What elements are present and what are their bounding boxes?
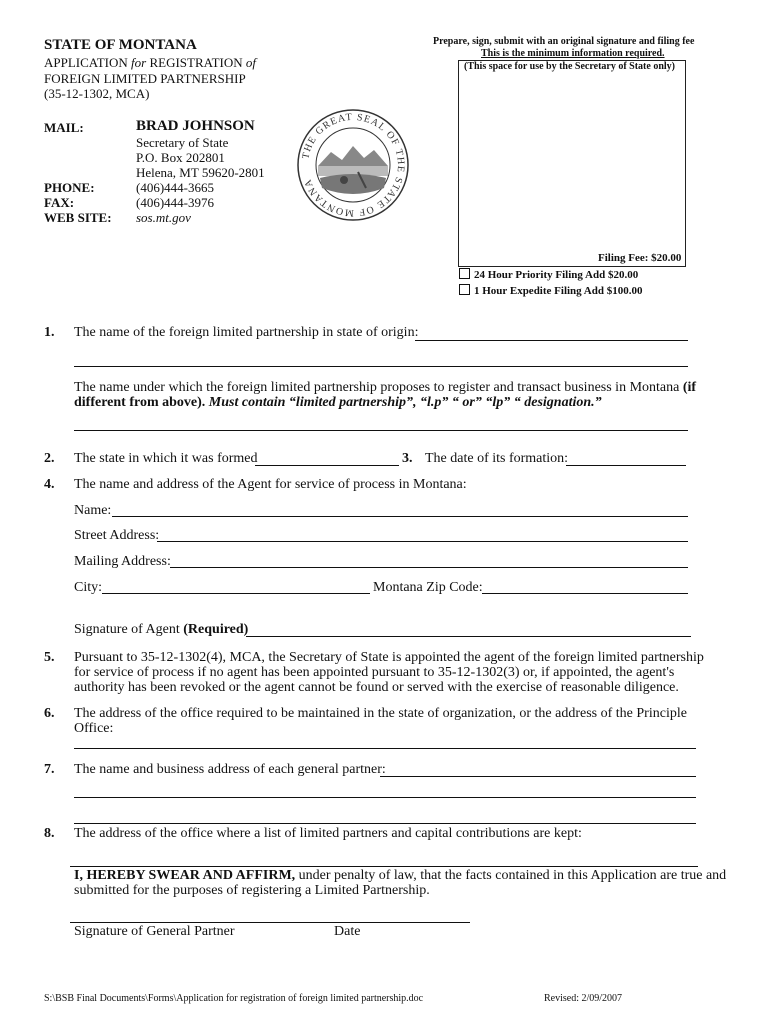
- item-3-question: The date of its formation:: [425, 451, 569, 466]
- secretary-name: BRAD JOHNSON: [136, 118, 255, 134]
- signature-date-label: Date: [334, 924, 361, 939]
- item-1-question: The name of the foreign limited partnership in state of origin:: [74, 325, 419, 340]
- limited-partners-office-field[interactable]: [70, 850, 698, 866]
- item-4-number: 4.: [44, 477, 55, 492]
- website-label: WEB SITE:: [44, 210, 112, 225]
- footer-file-path: S:\BSB Final Documents\Forms\Application for registration of foreign limited partnership.doc: [44, 993, 424, 1004]
- phone-label: PHONE:: [44, 180, 95, 195]
- agent-street-label: Street Address:: [74, 528, 160, 543]
- general-partner-signature-label: Signature of General Partner: [74, 924, 235, 939]
- filing-fee: Filing Fee: $20.00: [598, 252, 682, 264]
- general-partner-signature-field[interactable]: [70, 905, 470, 921]
- mail-po-box: P.O. Box 202801: [136, 150, 225, 165]
- oath-line-1: I, HEREBY SWEAR AND AFFIRM, under penalty of law, that the facts contained in this Application are true and: [74, 868, 727, 883]
- fax-label: FAX:: [44, 195, 75, 210]
- mail-city: Helena, MT 59620-2801: [136, 165, 265, 180]
- montana-state-seal: [296, 108, 410, 222]
- principal-office-field[interactable]: [74, 732, 696, 748]
- item-1b-line-2: different from above). Must contain “limited partnership”, “l.p” “ or” “lp” “ designation.”: [74, 395, 602, 410]
- instruction-line-1: Prepare, sign, submit with an original signature and filing fee: [433, 36, 695, 47]
- item-3-number: 3.: [402, 451, 413, 466]
- item-7-question: The name and business address of each general partner:: [74, 762, 386, 777]
- oath-line-2: submitted for the purposes of registering a Limited Partnership.: [74, 883, 430, 898]
- item-6-line-2: Office:: [74, 721, 114, 736]
- item-5-number: 5.: [44, 650, 55, 665]
- item-7-number: 7.: [44, 762, 55, 777]
- state-formed-field[interactable]: [255, 449, 399, 465]
- origin-name-field[interactable]: [415, 324, 688, 340]
- general-partner-field[interactable]: [380, 760, 696, 776]
- item-5-line-1: Pursuant to 35-12-1302(4), MCA, the Secretary of State is appointed the agent of the foreign limited partnership: [74, 650, 704, 665]
- general-partner-field-2[interactable]: [74, 781, 696, 797]
- origin-name-field-2[interactable]: [74, 350, 688, 366]
- item-5-line-3: authority has been revoked or the agent cannot be found or served with the exercise of reasonable diligence.: [74, 680, 679, 695]
- mail-label: MAIL:: [44, 120, 84, 135]
- agent-zip-field[interactable]: [482, 577, 688, 593]
- form-title-line-2: FOREIGN LIMITED PARTNERSHIP: [44, 71, 246, 86]
- item-1b-line-1: The name under which the foreign limited partnership proposes to register and transact business in Montana (if: [74, 380, 697, 395]
- item-5-line-2: for service of process if no agent has been appointed pursuant to 35-12-1302(3) or, if appointed, the agent's: [74, 665, 675, 680]
- agent-name-field[interactable]: [112, 500, 688, 516]
- general-partner-field-3[interactable]: [74, 807, 696, 823]
- item-6-line-1: The address of the office required to be maintained in the state of organization, or the address of the Principle: [74, 706, 687, 721]
- expedite-filing-checkbox[interactable]: [459, 284, 470, 295]
- instruction-line-2: This is the minimum information required.: [481, 48, 665, 59]
- item-4-question: The name and address of the Agent for service of process in Montana:: [74, 477, 467, 492]
- fax-number: (406)444-3976: [136, 195, 214, 210]
- item-2-question: The state in which it was formed: [74, 451, 258, 466]
- form-statute: (35-12-1302, MCA): [44, 86, 150, 101]
- form-state-title: STATE OF MONTANA: [44, 37, 197, 53]
- footer-revised-date: Revised: 2/09/2007: [544, 993, 623, 1004]
- agent-signature-label: Signature of Agent (Required): [74, 622, 249, 637]
- agent-city-field[interactable]: [102, 577, 370, 593]
- agent-name-label: Name:: [74, 503, 112, 518]
- agent-street-field[interactable]: [157, 525, 688, 541]
- website-link[interactable]: sos.mt.gov: [136, 210, 191, 225]
- priority-filing-checkbox[interactable]: [459, 268, 470, 279]
- montana-name-field[interactable]: [74, 414, 688, 430]
- secretary-title: Secretary of State: [136, 135, 229, 150]
- agent-signature-field[interactable]: [246, 620, 691, 636]
- priority-filing-option[interactable]: 24 Hour Priority Filing Add $20.00: [459, 268, 638, 281]
- phone-number: (406)444-3665: [136, 180, 214, 195]
- formation-date-field[interactable]: [566, 449, 686, 465]
- agent-mailing-label: Mailing Address:: [74, 554, 171, 569]
- agent-mailing-field[interactable]: [170, 551, 688, 567]
- svg-text:THE GREAT SEAL OF THE STATE OF: THE GREAT SEAL OF THE STATE OF MONTANA: [300, 111, 407, 219]
- sos-use-only-label: (This space for use by the Secretary of State only): [464, 61, 675, 72]
- sos-use-only-box: [458, 60, 686, 267]
- item-6-number: 6.: [44, 706, 55, 721]
- form-title-line-1: APPLICATION for REGISTRATION of: [44, 55, 257, 70]
- item-2-number: 2.: [44, 451, 55, 466]
- agent-zip-label: Montana Zip Code:: [373, 580, 483, 595]
- expedite-filing-option[interactable]: 1 Hour Expedite Filing Add $100.00: [459, 284, 643, 297]
- item-1-number: 1.: [44, 325, 55, 340]
- item-8-question: The address of the office where a list of limited partners and capital contributions are kept:: [74, 826, 582, 841]
- agent-city-label: City:: [74, 580, 103, 595]
- item-8-number: 8.: [44, 826, 55, 841]
